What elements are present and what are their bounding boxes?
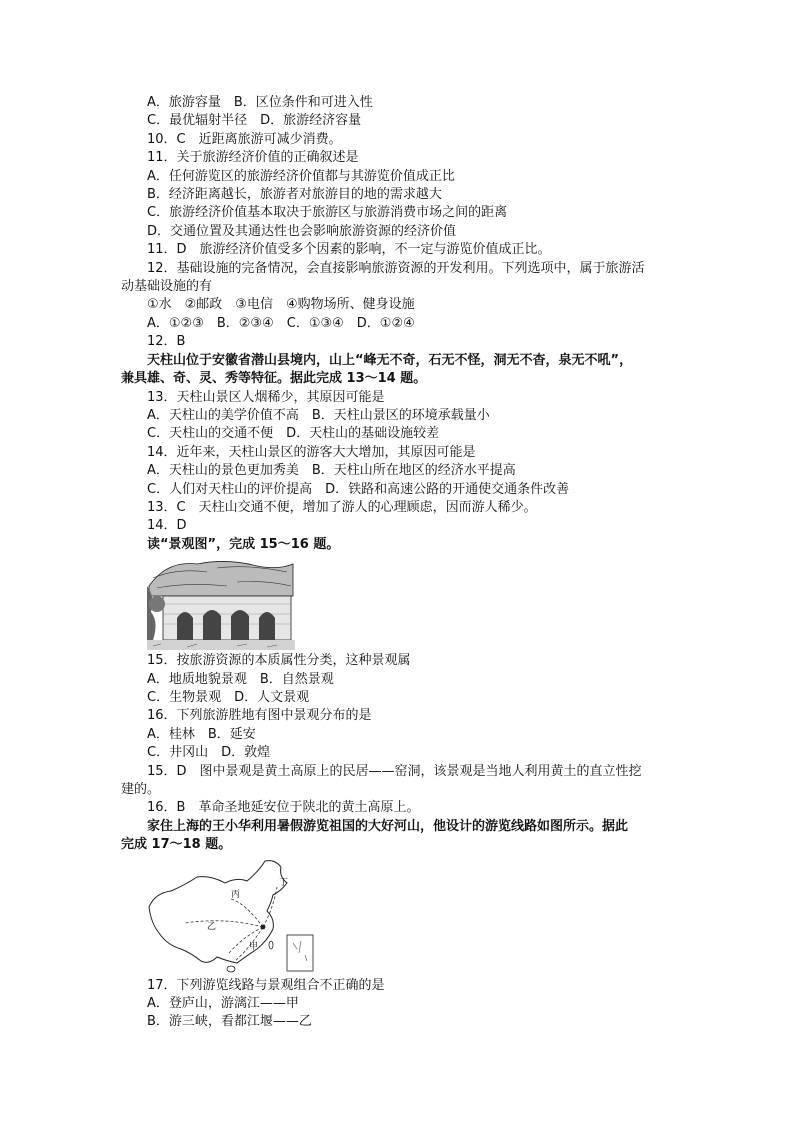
- q16-options-ab: A．桂林 B．延安: [147, 726, 256, 742]
- q11-option-d: D．交通位置及其通达性也会影响旅游资源的经济价值: [147, 223, 457, 239]
- landscape-figure: [147, 556, 707, 650]
- passage-route-line1: 家住上海的王小华利用暑假游览祖国的大好河山，他设计的游览线路如图所示。据此: [147, 818, 629, 834]
- document-page: [121, 94, 707, 1032]
- q11-option-c: C．旅游经济价值基本取决于旅游区与旅游消费市场之间的距离: [147, 205, 508, 221]
- passage-route-line2: 完成 17～18 题。: [121, 837, 232, 853]
- q9-options-cd: C．最优辐射半径 D．旅游经济容量: [147, 113, 362, 129]
- q11-option-a: A．任何游览区的旅游经济价值都与其游览价值成正比: [147, 168, 455, 184]
- question-14: 14．近年来，天柱山景区的游客大大增加，其原因可能是: [147, 444, 476, 460]
- q13-options-ab: A．天柱山的美学价值不高 B．天柱山景区的环境承载量小: [147, 407, 490, 423]
- passage-tianzhu-line1: 天柱山位于安徽省潜山县境内，山上“峰无不奇，石无不怪，洞无不杳，泉无不吼”，: [147, 352, 633, 368]
- q16-options-cd: C．井冈山 D．敦煌: [147, 745, 271, 761]
- question-13: 13．天柱山景区人烟稀少，其原因可能是: [147, 389, 385, 405]
- answer-10: 10．C 近距离旅游可减少消费。: [147, 131, 342, 147]
- route-label-yi: 乙: [207, 921, 217, 932]
- passage-tianzhu-line2: 兼具雄、奇、灵、秀等特征。据此完成 13～14 题。: [121, 371, 427, 387]
- question-16: 16．下列旅游胜地有图中景观分布的是: [147, 708, 372, 724]
- question-17: 17．下列游览线路与景观组合不正确的是: [147, 977, 385, 993]
- q11-option-b: B．经济距离越长，旅游者对旅游目的地的需求越大: [147, 187, 442, 203]
- read-landscape-prompt: 读“景观图”，完成 15～16 题。: [147, 536, 340, 552]
- answer-11: 11．D 旅游经济价值受多个因素的影响，不一定与游览价值成正比。: [147, 242, 551, 258]
- q15-options-cd: C．生物景观 D．人文景观: [147, 689, 310, 705]
- question-11: 11．关于旅游经济价值的正确叙述是: [147, 150, 359, 166]
- question-12-line2: 动基础设施的有: [121, 279, 213, 295]
- q14-options-cd: C．人们对天柱山的评价提高 D．铁路和高速公路的开通使交通条件改善: [147, 481, 570, 497]
- answer-14: 14．D: [147, 518, 187, 534]
- q12-options: A．①②③ B．②③④ C．①③④ D．①②④: [147, 315, 415, 331]
- q17-option-a: A．登庐山，游漓江——甲: [147, 996, 299, 1012]
- answer-12: 12．B: [147, 334, 186, 350]
- question-15: 15．按旅游资源的本质属性分类，这种景观属: [147, 653, 411, 669]
- route-map-figure: [145, 857, 707, 975]
- route-label-ding: 丁: [279, 877, 289, 888]
- q13-options-cd: C．天柱山的交通不便 D．天柱山的基础设施较差: [147, 426, 440, 442]
- q9-options-ab: A．旅游容量 B．区位条件和可进入性: [147, 95, 373, 110]
- q14-options-ab: A．天柱山的景色更加秀美 B．天柱山所在地区的经济水平提高: [147, 463, 516, 479]
- q12-items: ①水 ②邮政 ③电信 ④购物场所、健身设施: [147, 297, 415, 313]
- answer-15-line1: 15．D 图中景观是黄土高原上的民居——窑洞，该景观是当地人利用黄土的直立性挖: [147, 763, 642, 779]
- answer-13: 13．C 天柱山交通不便，增加了游人的心理顾虑，因而游人稀少。: [147, 499, 537, 515]
- q17-option-b: B．游三峡，看都江堰——乙: [147, 1014, 312, 1030]
- china-route-map: [145, 857, 317, 975]
- route-label-bing: 丙: [231, 889, 241, 900]
- answer-16: 16．B 革命圣地延安位于陕北的黄土高原上。: [147, 800, 420, 816]
- cave-dwelling-illustration: [147, 556, 295, 650]
- question-12-line1: 12．基础设施的完备情况，会直接影响旅游资源的开发利用。下列选项中，属于旅游活: [147, 260, 645, 276]
- route-label-jia: 甲: [249, 941, 259, 952]
- answer-15-line2: 建的。: [121, 782, 161, 797]
- q15-options-ab: A．地质地貌景观 B．自然景观: [147, 671, 334, 687]
